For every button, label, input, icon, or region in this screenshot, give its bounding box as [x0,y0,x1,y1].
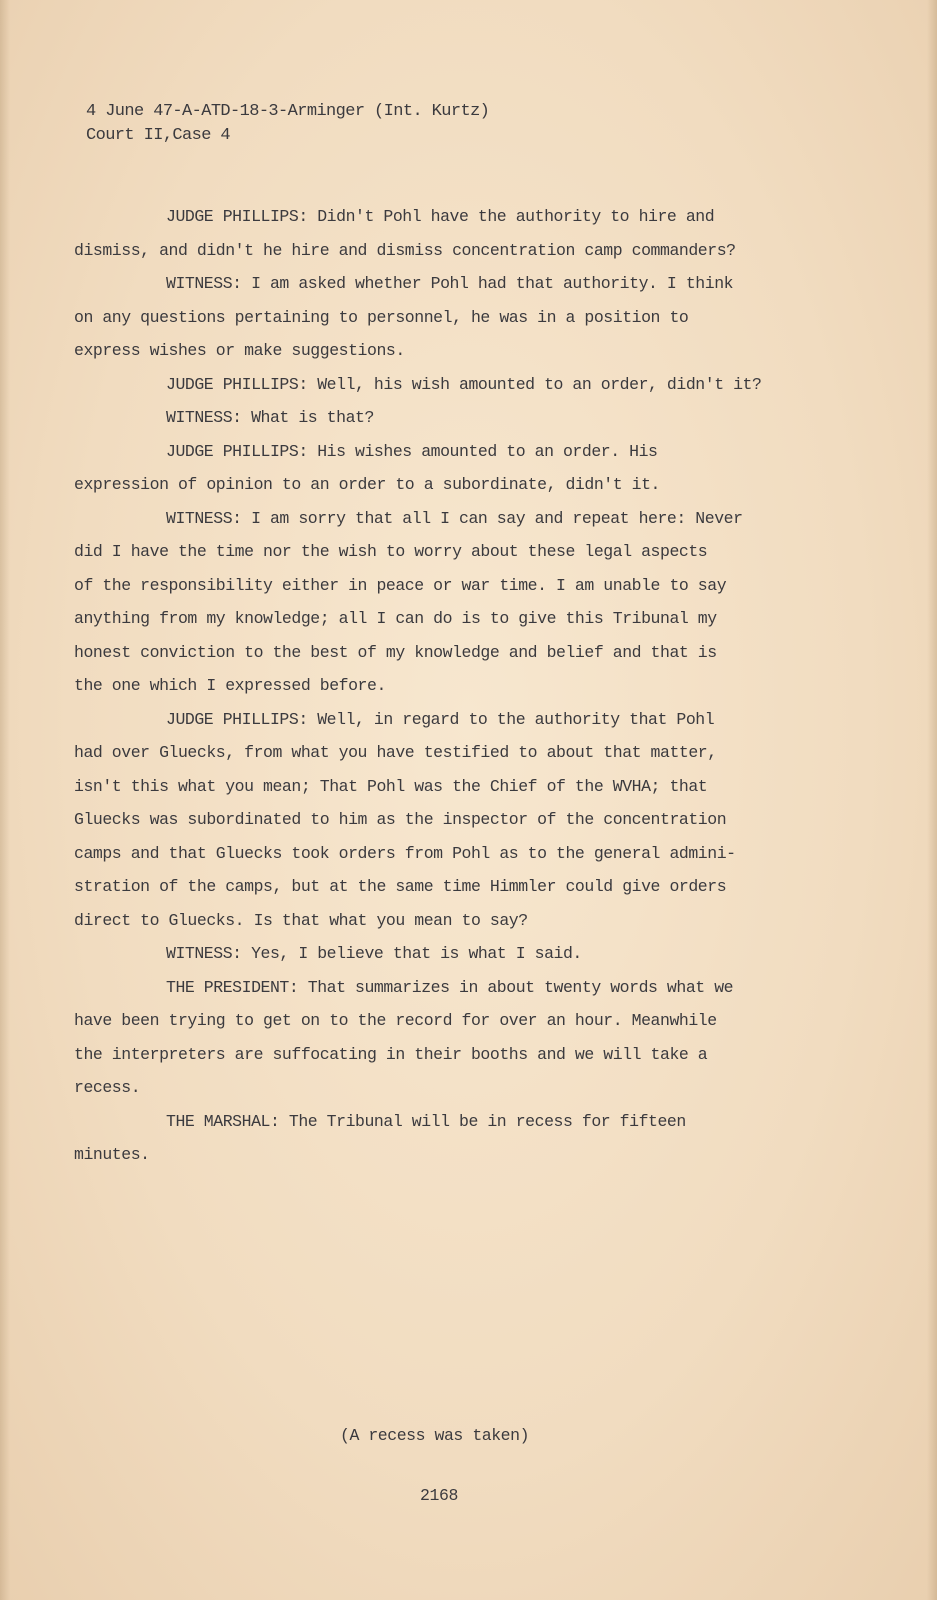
transcript-line: isn't this what you mean; That Pohl was the Chief of the WVHA; that [74,776,708,796]
transcript-line: stration of the camps, but at the same time Himmler could give orders [74,877,727,896]
transcript-line: did I have the time nor the wish to worry about these legal aspects [74,542,708,561]
transcript-line: of the responsibility either in peace or war time. I am unable to say [74,575,727,595]
transcript-line: expression of opinion to an order to a subordinate, didn't it. [74,475,661,494]
transcript-line: the interpreters are suffocating in their booths and we will take a [74,1044,708,1064]
transcript-line: have been trying to get on to the record for over an hour. Meanwhile [74,1011,717,1030]
page-number: 2168 [420,1486,459,1505]
transcript-line: honest conviction to the best of my knowledge and belief and that is [74,642,717,662]
transcript-line: THE PRESIDENT: That summarizes in about twenty words what we [166,977,734,997]
paper-edge-left [0,0,10,1600]
transcript-line: anything from my knowledge; all I can do is to give this Tribunal my [74,609,717,628]
transcript-line: direct to Gluecks. Is that what you mean to say? [74,910,528,930]
transcript-line: JUDGE PHILLIPS: Well, his wish amounted to an order, didn't it? [166,374,762,394]
transcript-line: JUDGE PHILLIPS: Didn't Pohl have the authority to hire and [166,207,715,226]
transcript-line: WITNESS: Yes, I believe that is what I said. [166,944,582,963]
transcript-line: WITNESS: What is that? [166,408,374,427]
header-line-session: 4 June 47-A-ATD-18-3-Arminger (Int. Kurtz) [86,102,490,121]
recess-note: (A recess was taken) [340,1426,530,1445]
transcript-line: dismiss, and didn't he hire and dismiss concentration camp commanders? [74,240,736,260]
transcript-line: the one which I expressed before. [74,676,386,695]
transcript-line: WITNESS: I am sorry that all I can say and repeat here: Never [166,508,743,528]
transcript-line: had over Gluecks, from what you have testified to about that matter, [74,743,717,762]
document-header [86,100,489,148]
transcript-line: Gluecks was subordinated to him as the inspector of the concentration [74,810,727,829]
transcript-body [74,200,874,1172]
transcript-line: on any questions pertaining to personnel, he was in a position to [74,307,689,327]
transcript-line: JUDGE PHILLIPS: Well, in regard to the authority that Pohl [166,709,715,729]
transcript-line: WITNESS: I am asked whether Pohl had that authority. I think [166,274,734,293]
header-line-court: Court II,Case 4 [86,126,231,145]
transcript-line: JUDGE PHILLIPS: His wishes amounted to an order. His [166,441,658,461]
transcript-line: express wishes or make suggestions. [74,341,405,360]
transcript-line: camps and that Gluecks took orders from Pohl as to the general admini- [74,843,736,863]
transcript-line: minutes. [74,1145,150,1164]
transcript-line: recess. [74,1078,141,1097]
transcript-line: THE MARSHAL: The Tribunal will be in recess for fifteen [166,1111,686,1131]
paper-edge-right [927,0,937,1600]
